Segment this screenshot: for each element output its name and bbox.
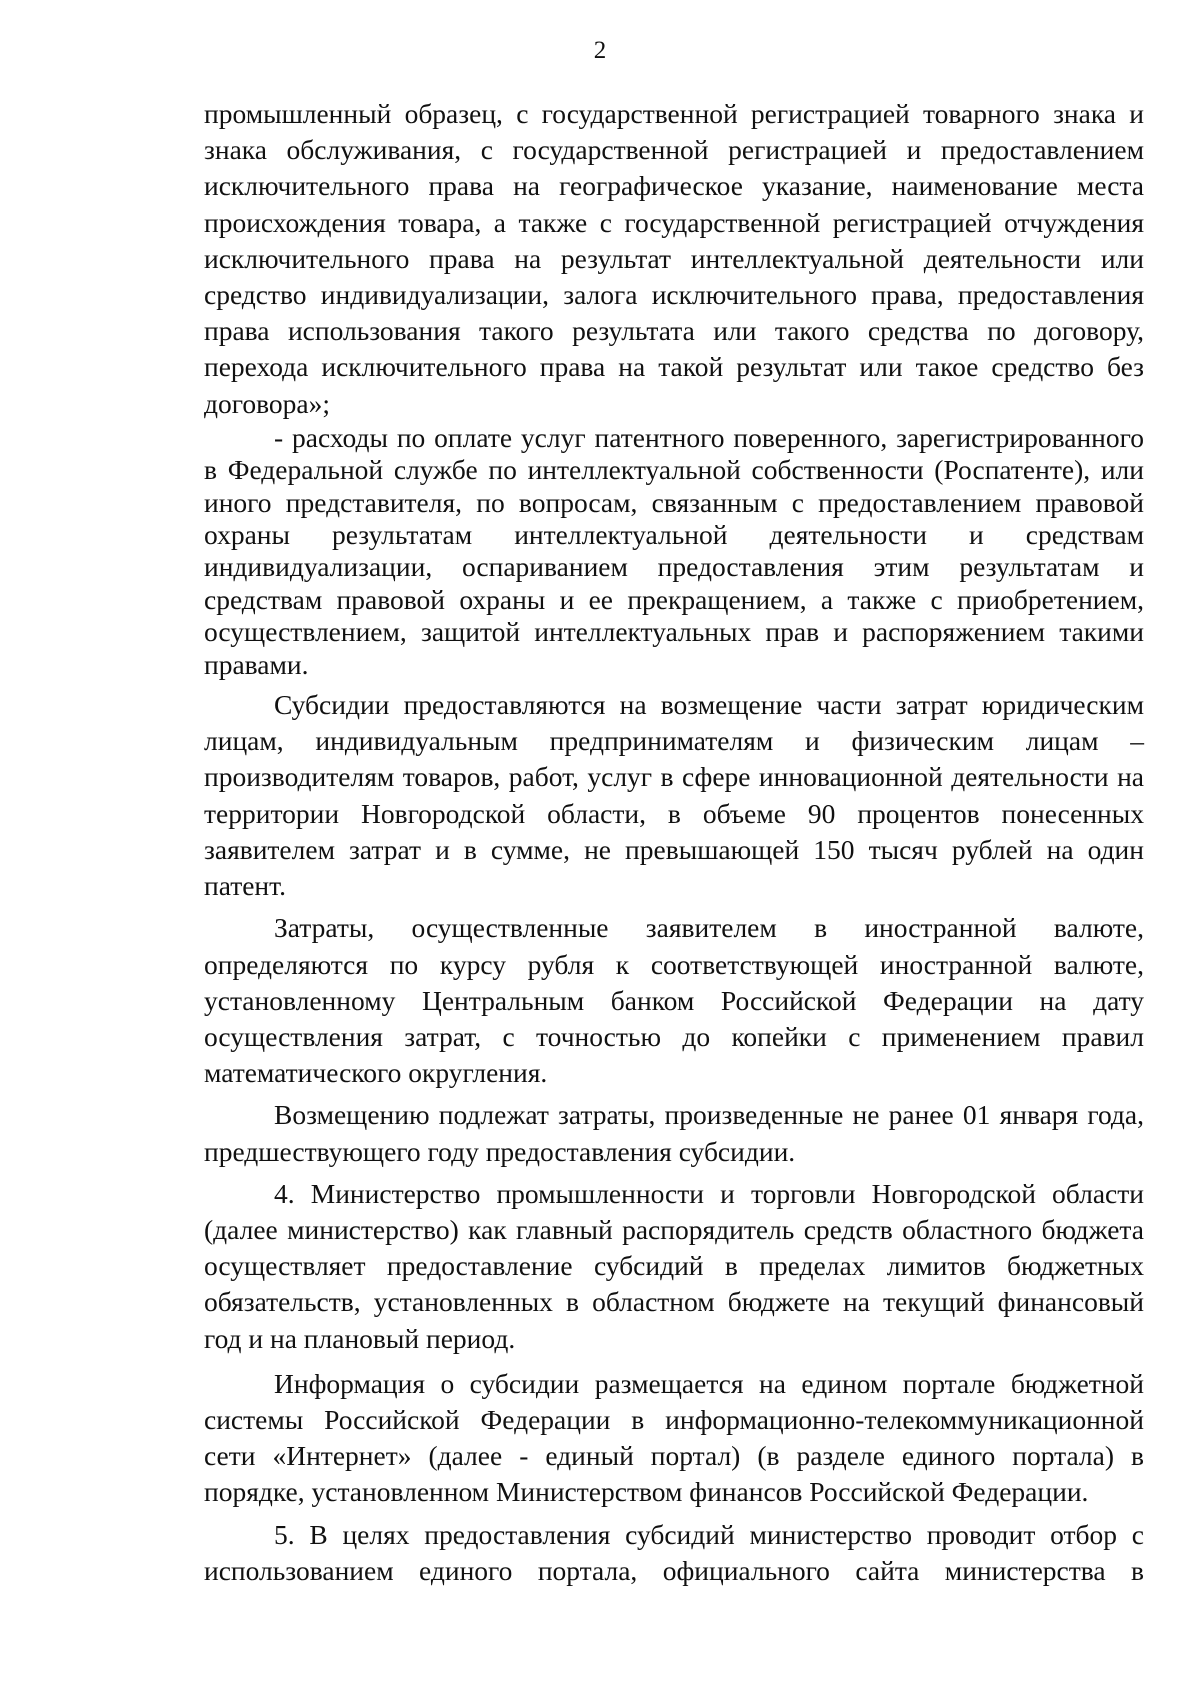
- paragraph-item-4-ministry: 4. Министерство промышленности и торговли Новгородской области (далее министерство) как главный распорядитель средств областного бюджета осуществляет предоставление субсидий в пределах лимитов бюджетных обязательств, установленных в областном бюджете на текущий финансовый год и на плановый период.: [204, 1177, 1144, 1354]
- paragraph-item-5-selection: 5. В целях предоставления субсидий министерство проводит отбор с использованием единого портала, официального сайта министерства в: [204, 1518, 1144, 1586]
- paragraph-patent-attorney-expenses: - расходы по оплате услуг патентного поверенного, зарегистрированного в Федеральной службе по интеллектуальной собственности (Роспатенте), или иного представителя, по вопросам, связанным с предоставлением правовой охраны результатам интеллектуальной деятельности и средствам индивидуализации, оспариванием предоставления этим результатам и средствам правовой охраны и ее прекращением, а также с приобретением, осуществлением, защитой интеллектуальных прав и распоряжением такими правами.: [204, 421, 1144, 680]
- paragraph-subsidy-amount: Субсидии предоставляются на возмещение части затрат юридическим лицам, индивидуальным предпринимателям и физическим лицам – производителям товаров, работ, услуг в сфере инновационной деятельности на территории Новгородской области, в объеме 90 процентов понесенных заявителем затрат и в сумме, не превышающей 150 тысяч рублей на один патент.: [204, 689, 1144, 902]
- paragraph-ip-registration: промышленный образец, с государственной регистрацией товарного знака и знака обслуживания, с государственной регистрацией и предоставлением исключительного права на географическое указание, наименование места происхождения товара, а также с государственной регистрацией отчуждения исключительного права на результат интеллектуальной деятельности или средство индивидуализации, залога исключительного права, предоставления права использования такого результата или такого средства по договору, перехода исключительного права на такой результат или такое средство без договора»;: [204, 98, 1144, 419]
- paragraph-foreign-currency: Затраты, осуществленные заявителем в иностранной валюте, определяются по курсу рубля к соответствующей иностранной валюте, установленному Центральным банком Российской Федерации на дату осуществления затрат, с точностью до копейки с применением правил математического округления.: [204, 912, 1144, 1089]
- document-body: [204, 96, 1144, 1589]
- paragraph-portal-information: Информация о субсидии размещается на едином портале бюджетной системы Российской Федерации в информационно-телекоммуникационной сети «Интернет» (далее - единый портал) (в разделе единого портала) в порядке, установленном Министерством финансов Российской Федерации.: [204, 1367, 1144, 1508]
- paragraph-reimbursement-period: Возмещению подлежат затраты, произведенные не ранее 01 января года, предшествующего году предоставления субсидии.: [204, 1099, 1144, 1167]
- page-number: 2: [593, 37, 607, 64]
